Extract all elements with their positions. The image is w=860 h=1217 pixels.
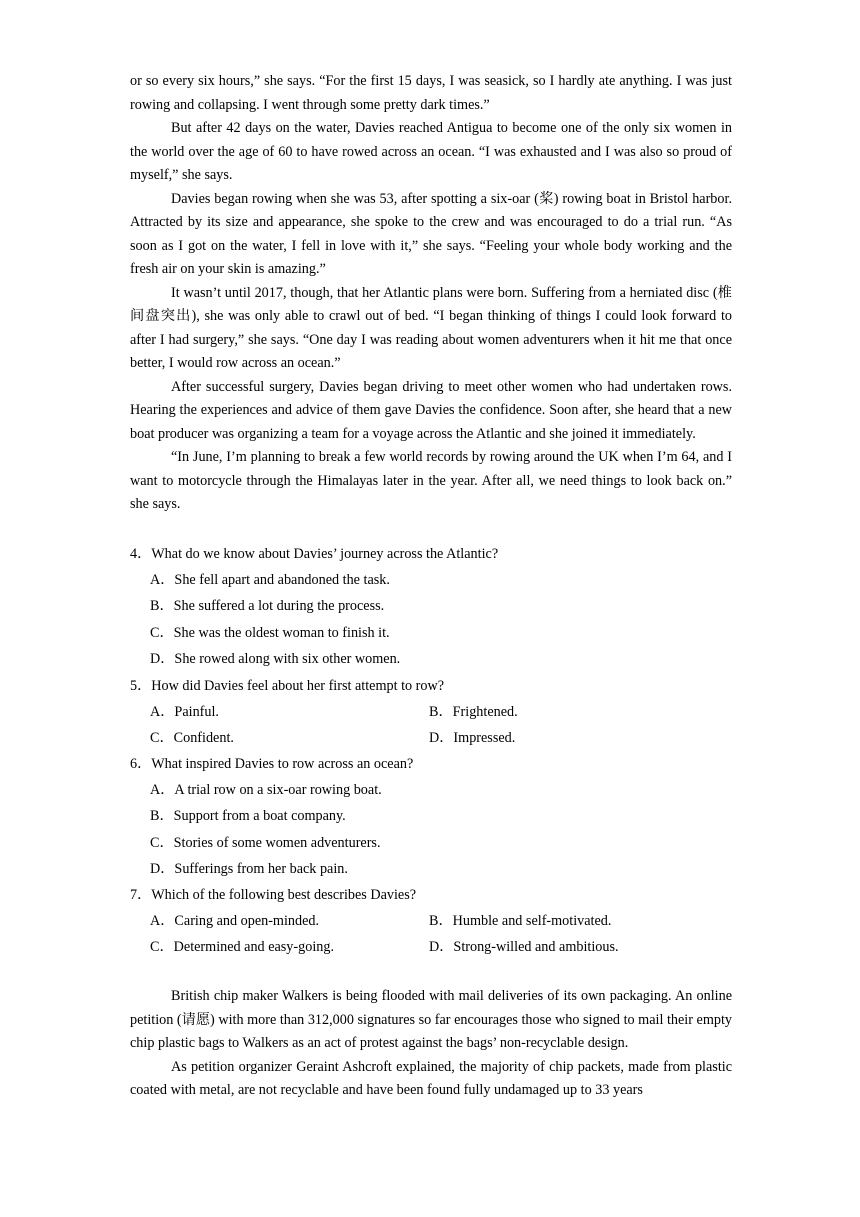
option-b[interactable]: B．Support from a boat company. xyxy=(150,808,346,825)
question-stem: 6．What inspired Davies to row across an ocean? xyxy=(130,756,414,772)
passage-d xyxy=(130,985,732,1103)
question-4 xyxy=(130,541,732,672)
option-c[interactable]: C．Determined and easy-going. xyxy=(150,939,334,956)
paragraph: But after 42 days on the water, Davies reached Antigua to become one of the only six women in the world over the age of 60 to have rowed across an ocean. “I was exhausted and I was also so proud of myself,” she says. xyxy=(130,120,732,183)
paragraph: It wasn’t until 2017, though, that her Atlantic plans were born. Suffering from a herniated disc (椎间盘突出), she was only able to crawl out of bed. “I began thinking of things I could look forward to after I had surgery,” she says. “One day I was reading about women adventurers when it hit me that once better, I would row across an ocean.” xyxy=(130,284,732,371)
paragraph: “In June, I’m planning to break a few world records by rowing around the UK when I’m 64, and I want to motorcycle through the Himalayas later in the year. After all, we need things to look back on.” she says. xyxy=(130,449,732,512)
question-stem: 5．How did Davies feel about her first attempt to row? xyxy=(130,678,445,694)
option-a[interactable]: A．Caring and open-minded. xyxy=(150,913,320,929)
option-a[interactable]: A．She fell apart and abandoned the task. xyxy=(150,572,390,588)
option-d[interactable]: D．Strong-willed and ambitious. xyxy=(429,939,619,956)
question-7 xyxy=(130,882,732,961)
paragraph: Davies began rowing when she was 53, after spotting a six-oar (桨) rowing boat in Bristol harbor. Attracted by its size and appearance, she spoke to the crew and was encouraged to do a trial run. “As soon as I got on the water, I fell in love with it,” she says. “Feeling your whole body working and the fresh air on your skin is amazing.” xyxy=(130,190,732,277)
question-5 xyxy=(130,673,732,752)
option-c[interactable]: C．Stories of some women adventurers. xyxy=(150,834,381,851)
option-a[interactable]: A．A trial row on a six-oar rowing boat. xyxy=(150,782,382,798)
option-a[interactable]: A．Painful. xyxy=(150,704,219,720)
option-d[interactable]: D．She rowed along with six other women. xyxy=(150,650,401,667)
paragraph: After successful surgery, Davies began driving to meet other women who had undertaken rows. Hearing the experiences and advice of them gave Davies the confidence. Soon after, she heard that a new boat producer was organizing a team for a voyage across the Atlantic and she joined it immediately. xyxy=(130,378,732,442)
paragraph: British chip maker Walkers is being flooded with mail deliveries of its own packaging. An online petition (请愿) with more than 312,000 signatures so far encourages those who signed to mail their empty chip plastic bags to Walkers as an act of protest against the bags’ non-recyclable design. xyxy=(130,988,732,1051)
question-stem: 4．What do we know about Davies’ journey across the Atlantic? xyxy=(130,546,499,562)
option-d[interactable]: D．Impressed. xyxy=(429,730,516,747)
option-b[interactable]: B．Humble and self-motivated. xyxy=(429,913,612,929)
option-b[interactable]: B．Frightened. xyxy=(429,704,518,720)
option-d[interactable]: D．Sufferings from her back pain. xyxy=(150,860,348,877)
passage-c xyxy=(130,70,732,517)
option-b[interactable]: B．She suffered a lot during the process. xyxy=(150,598,385,615)
option-c[interactable]: C．Confident. xyxy=(150,730,234,747)
option-c[interactable]: C．She was the oldest woman to finish it. xyxy=(150,624,390,641)
question-stem: 7．Which of the following best describes Davies? xyxy=(130,887,417,903)
paragraph: or so every six hours,” she says. “For the first 15 days, I was seasick, so I hardly ate anything. I was just rowing and collapsing. I went through some pretty dark times.” xyxy=(130,73,732,113)
paragraph: As petition organizer Geraint Ashcroft explained, the majority of chip packets, made from plastic coated with metal, are not recyclable and have been found fully undamaged up to 33 years xyxy=(130,1058,732,1098)
question-6 xyxy=(130,751,732,882)
